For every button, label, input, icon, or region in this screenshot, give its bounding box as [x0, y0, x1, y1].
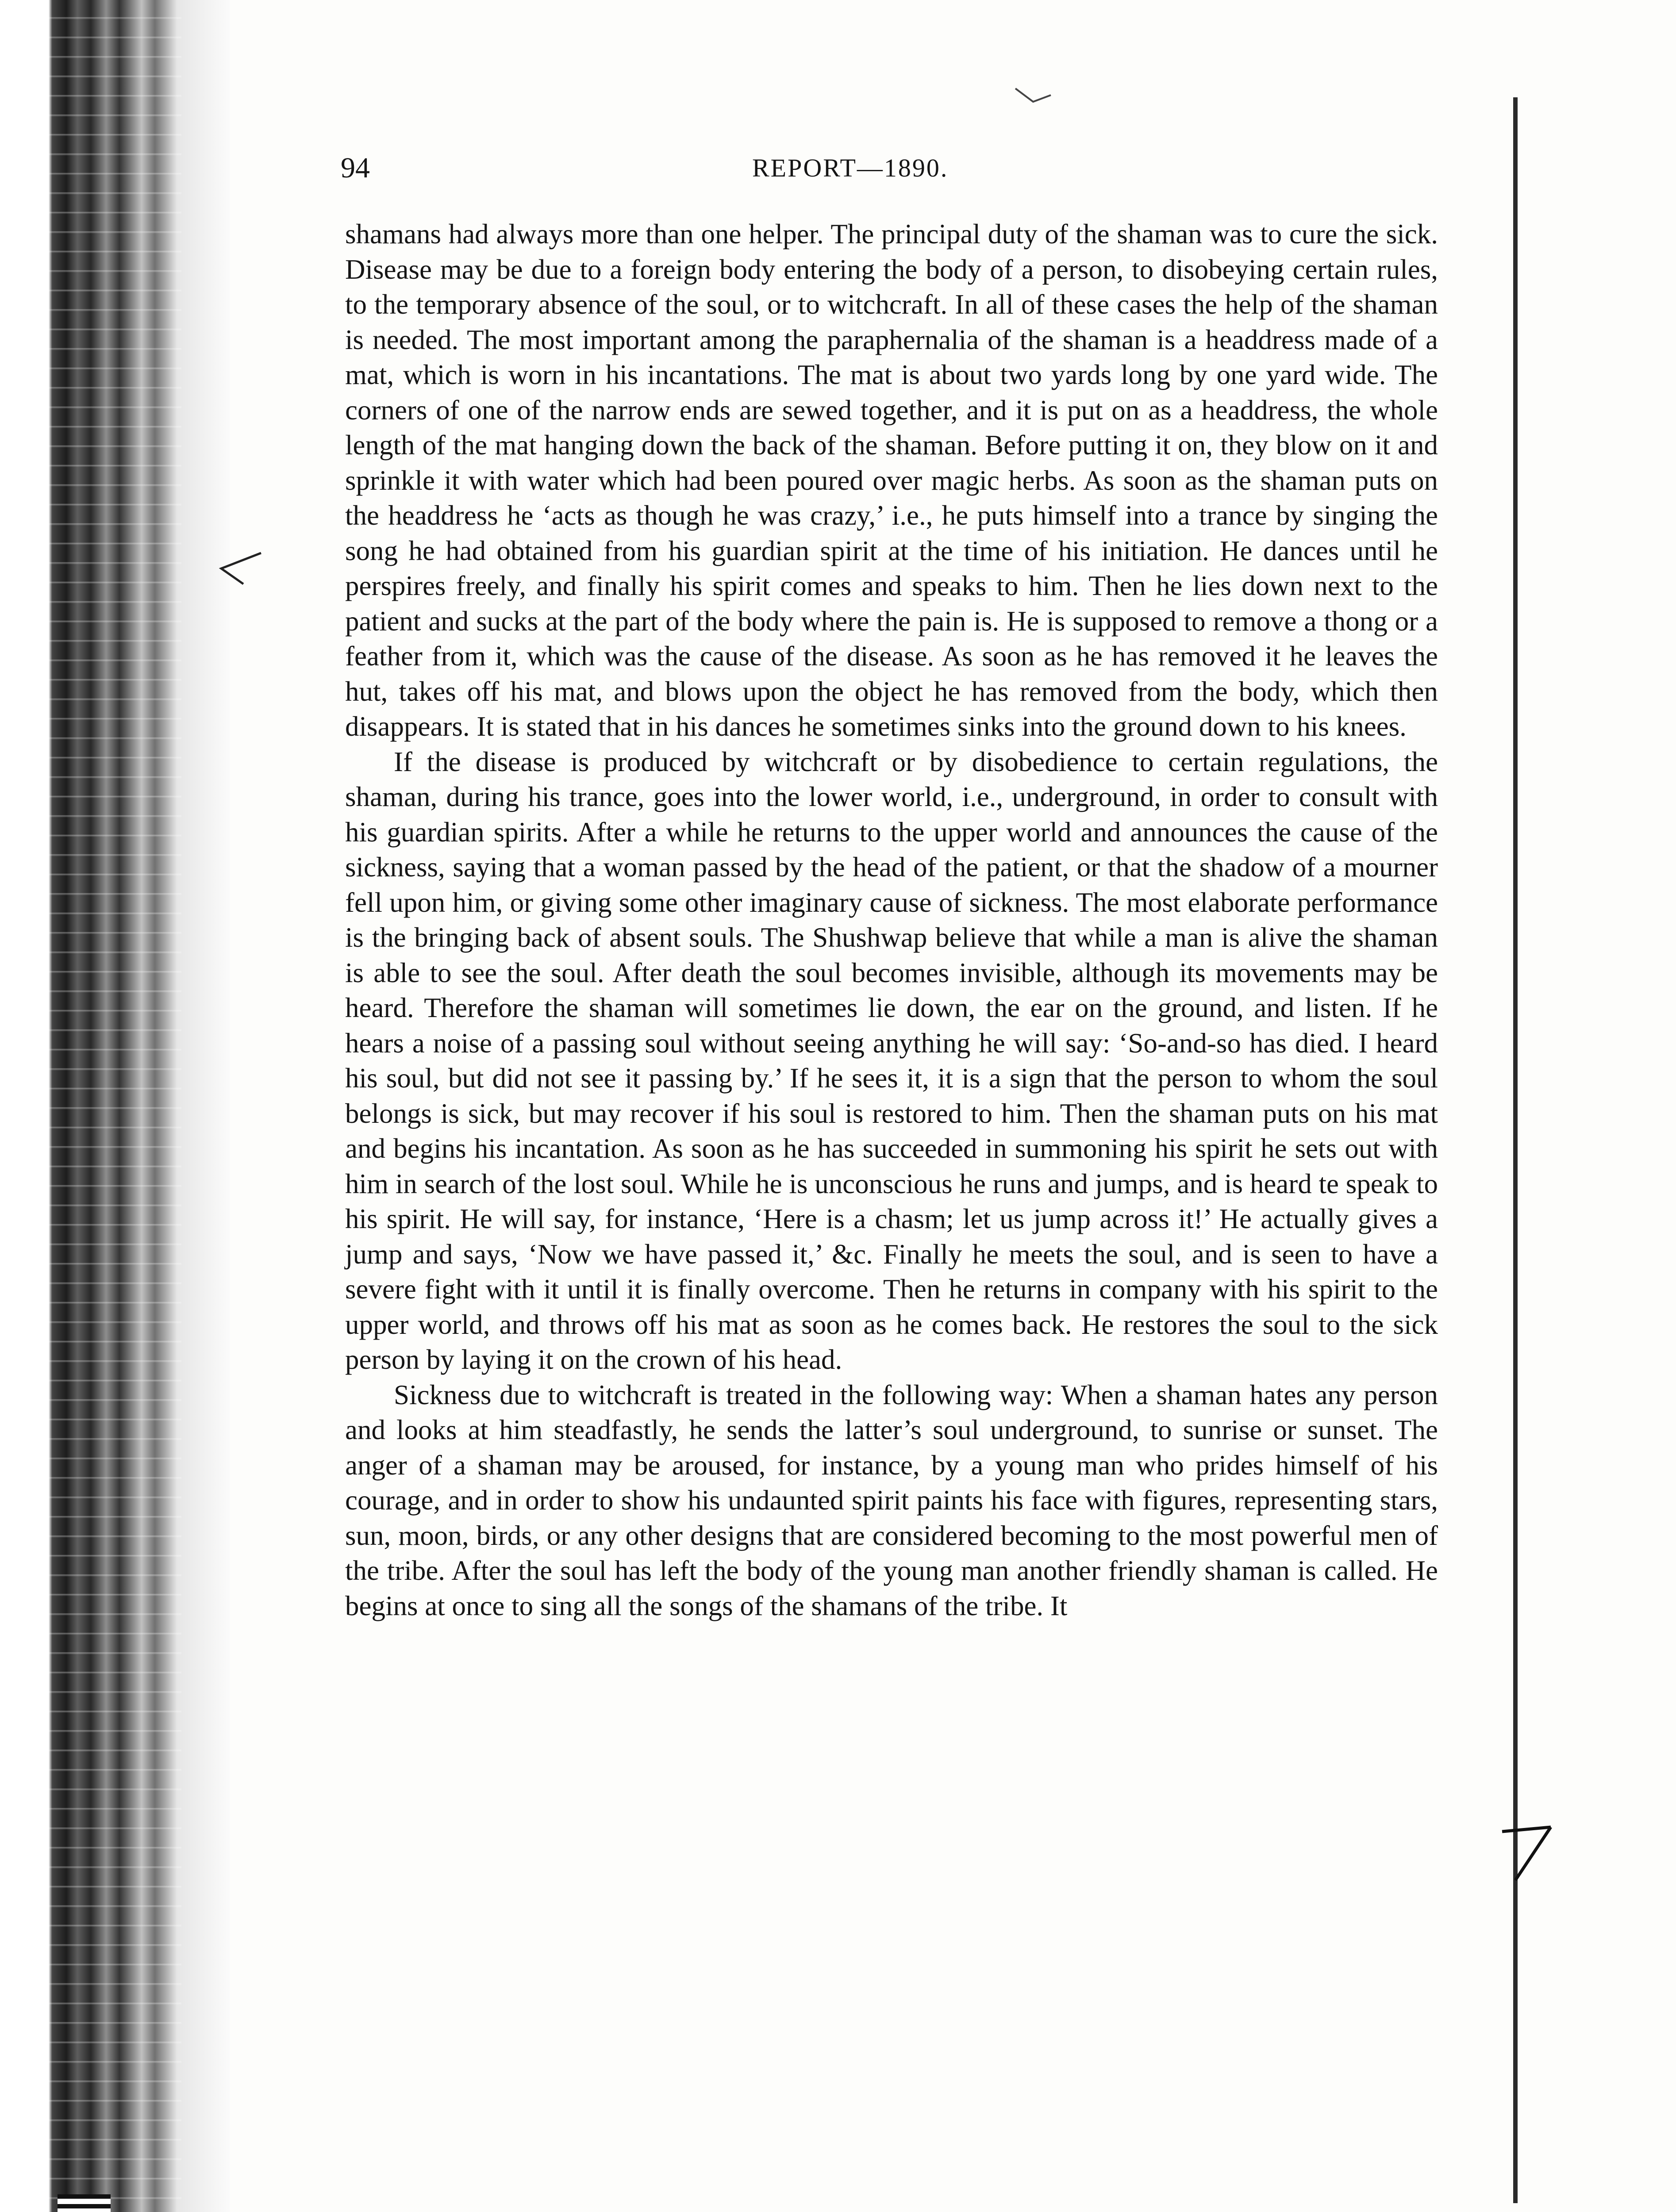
margin-check-mark-left	[212, 549, 265, 588]
article-body	[345, 217, 1438, 1624]
binding-streaks	[49, 0, 181, 2212]
page-header	[341, 146, 1447, 195]
paragraph-2: If the disease is produced by witchcraft or by disobedience to certain regulations, the shaman, during his trance, goes into the lower world, i.e., underground, in order to consult with his guardian spirits. After a while he returns to the upper world and announces the cause of the sickness, saying that a woman passed by the head of the patient, or that the shadow of a mourner fell upon him, or giving some other imaginary cause of sickness. The most elaborate performance is the bringing back of absent souls. The Shushwap believe that while a man is alive the shaman is able to see the soul. After death the soul becomes invisible, although its movements may be heard. Therefore the shaman will sometimes lie down, the ear on the ground, and listen. If he hears a noise of a passing soul without seeing anything he will say: ‘So-and-so has died. I heard his soul, but did not see it passing by.’ If he sees it, it is a sign that the person to whom the soul belongs is sick, but may recover if his soul is restored to him. Then the shaman puts on his mat and begins his incantation. As soon as he has succeeded in summoning his spirit he sets out with him in search of the lost soul. While he is unconscious he runs and jumps, and is heard te speak to his spirit. He will say, for instance, ‘Here is a chasm; let us jump across it!’ He actually gives a jump and says, ‘Now we have passed it,’ &c. Finally he meets the soul, and is seen to have a severe fight with it until it is finally overcome. Then he returns in company with his spirit to the upper world, and throws off his mat as soon as he comes back. He restores the soul to the sick person by laying it on the crown of his head.	[345, 746, 1438, 1375]
paragraph-1: shamans had always more than one helper. The principal duty of the shaman was to cure the sick. Disease may be due to a foreign body entering the body of a person, to disobeying certain rules, to the temporary absence of the soul, or to witchcraft. In all of these cases the help of the shaman is needed. The most important among the paraphernalia of the shaman is a headdress made of a mat, which is worn in his incantations. The mat is about two yards long by one yard wide. The corners of one of the narrow ends are sewed together, and it is put on as a headdress, the whole length of the mat hanging down the back of the shaman. Before putting it on, they blow on it and sprinkle it with water which had been poured over magic herbs. As soon as the shaman puts on the headdress he ‘acts as though he was crazy,’ i.e., he puts himself into a trance by singing the song he had obtained from his guardian spirit at the time of his initiation. He dances until he perspires freely, and finally his spirit comes and speaks to him. Then he lies down next to the patient and sucks at the part of the body where the pain is. He is supposed to remove a thong or a feather from it, which was the cause of the disease. As soon as he has removed it he leaves the hut, takes off his mat, and blows upon the object he has removed from the body, which then disappears. It is stated that in his dances he sometimes sinks into the ground down to his knees.	[345, 219, 1438, 742]
binding-bottom-bars	[58, 2194, 111, 2212]
paragraph-3: Sickness due to witchcraft is treated in the following way: When a shaman hates any person and looks at him steadfastly, he sends the latter’s soul underground, to sunrise or sunset. The anger of a shaman may be aroused, for instance, by a young man who prides himself of his courage, and in order to show his undaunted spirit paints his face with figures, representing stars, sun, moon, birds, or any other designs that are considered becoming to the most powerful men of the tribe. After the soul has left the body of the young man another friendly shaman is called. He begins at once to sing all the songs of the shamans of the tribe. It	[345, 1379, 1438, 1621]
page-number: 94	[341, 152, 370, 184]
top-tick-mark	[1013, 84, 1053, 111]
margin-check-mark-right	[1498, 1823, 1560, 1885]
running-head: REPORT—1890.	[752, 154, 949, 182]
right-margin-rule	[1513, 97, 1518, 2203]
